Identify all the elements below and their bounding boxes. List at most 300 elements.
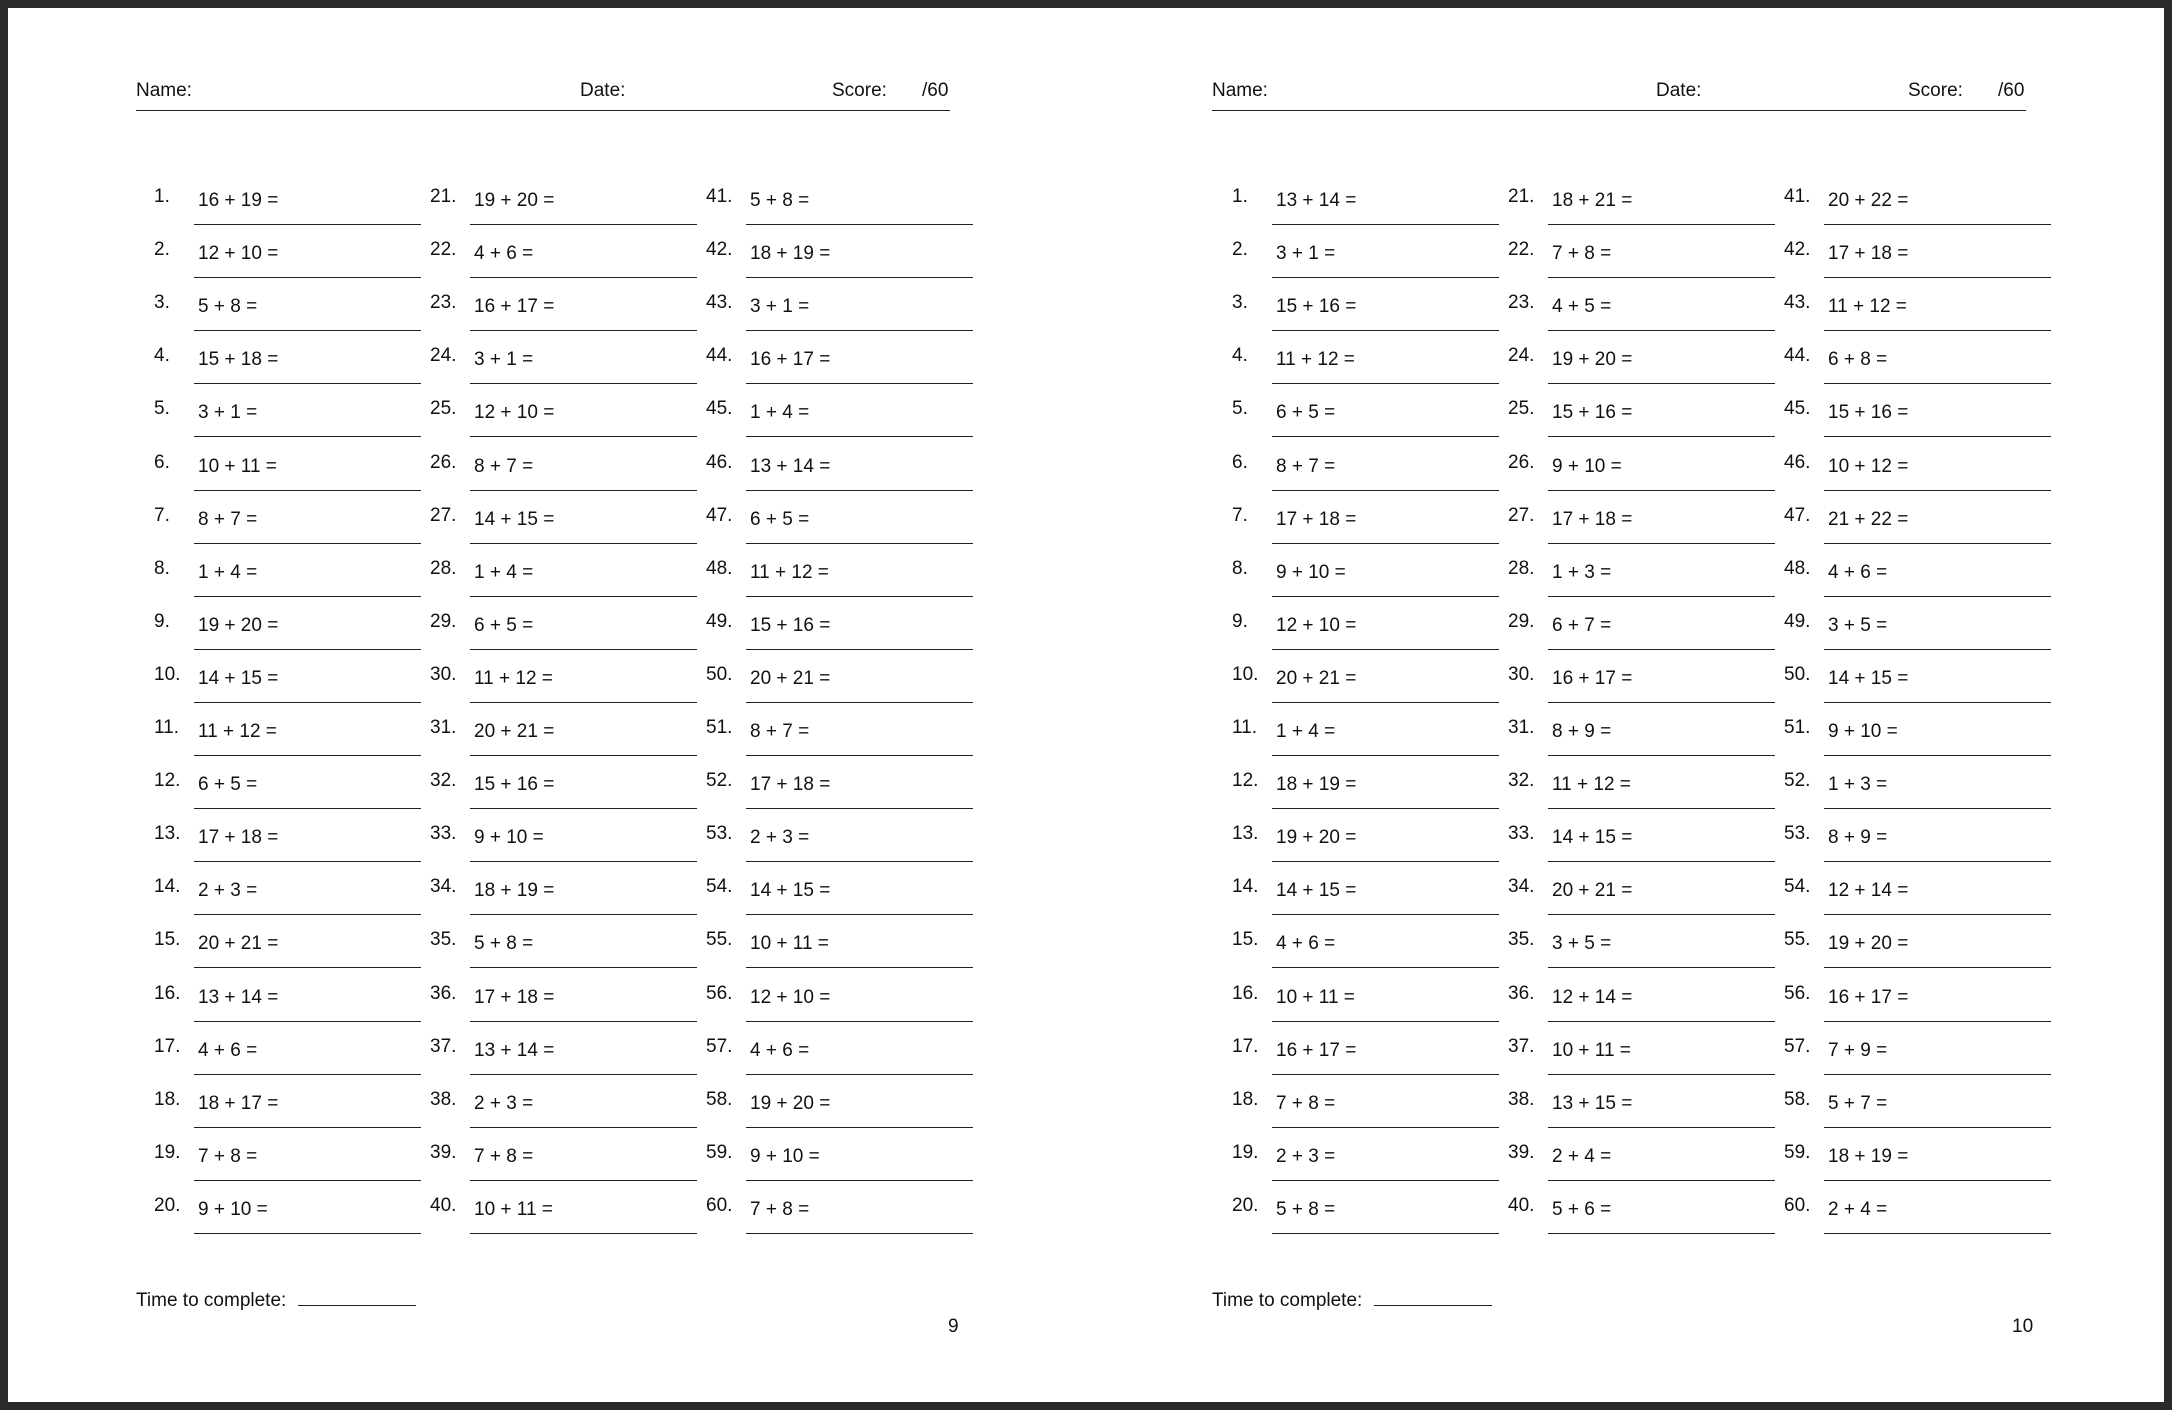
problem-expression: 7 + 8 = bbox=[198, 1145, 258, 1167]
problem-item bbox=[706, 1036, 976, 1090]
problem-item bbox=[1784, 770, 2054, 824]
problem-item bbox=[1232, 1195, 1502, 1249]
problem-number: 60. bbox=[1784, 1194, 1811, 1216]
problem-item bbox=[1508, 1036, 1778, 1090]
answer-line[interactable] bbox=[470, 490, 697, 491]
answer-line[interactable] bbox=[194, 490, 421, 491]
problem-expression: 9 + 10 = bbox=[198, 1198, 268, 1220]
answer-line[interactable] bbox=[1824, 436, 2051, 437]
answer-line[interactable] bbox=[1824, 1127, 2051, 1128]
problem-number: 22. bbox=[430, 239, 457, 261]
answer-line[interactable] bbox=[1272, 808, 1499, 809]
answer-line[interactable] bbox=[194, 967, 421, 968]
problem-item bbox=[430, 292, 700, 346]
answer-line[interactable] bbox=[470, 596, 697, 597]
problem-number: 58. bbox=[1784, 1088, 1811, 1110]
answer-line[interactable] bbox=[1272, 543, 1499, 544]
problem-number: 46. bbox=[1784, 451, 1811, 473]
problem-item bbox=[430, 611, 700, 665]
problem-number: 28. bbox=[1508, 557, 1535, 579]
answer-line[interactable] bbox=[1272, 1127, 1499, 1128]
problem-expression: 2 + 3 = bbox=[474, 1092, 534, 1114]
time-label: Time to complete: bbox=[1212, 1290, 1368, 1311]
answer-line[interactable] bbox=[470, 808, 697, 809]
answer-line[interactable] bbox=[194, 543, 421, 544]
answer-line[interactable] bbox=[1548, 596, 1775, 597]
answer-line[interactable] bbox=[194, 914, 421, 915]
problem-number: 7. bbox=[1232, 504, 1248, 526]
answer-line[interactable] bbox=[746, 914, 973, 915]
problem-item bbox=[1508, 1195, 1778, 1249]
problem-item bbox=[154, 345, 424, 399]
problem-expression: 8 + 7 = bbox=[750, 721, 810, 742]
answer-line[interactable] bbox=[1272, 861, 1499, 862]
problem-expression: 19 + 20 = bbox=[1276, 827, 1357, 849]
problem-number: 23. bbox=[1508, 292, 1535, 314]
problem-number: 14. bbox=[154, 876, 181, 898]
answer-line[interactable] bbox=[194, 861, 421, 862]
answer-line[interactable] bbox=[1824, 702, 2051, 703]
problem-item bbox=[1508, 664, 1778, 718]
name-label: Name: bbox=[136, 80, 192, 101]
answer-line[interactable] bbox=[1272, 436, 1499, 437]
answer-line[interactable] bbox=[1824, 543, 2051, 544]
problem-number: 54. bbox=[706, 876, 733, 898]
answer-line[interactable] bbox=[746, 383, 973, 384]
problem-item bbox=[1508, 505, 1778, 559]
problem-expression: 1 + 4 = bbox=[1276, 721, 1336, 742]
problem-item bbox=[706, 398, 976, 452]
problem-item bbox=[1508, 770, 1778, 824]
problem-expression: 18 + 19 = bbox=[1828, 1145, 1909, 1167]
problem-number: 12. bbox=[1232, 770, 1259, 792]
answer-line[interactable] bbox=[194, 596, 421, 597]
problem-item bbox=[1508, 239, 1778, 293]
problem-expression: 11 + 12 = bbox=[1828, 296, 1907, 318]
answer-line[interactable] bbox=[194, 649, 421, 650]
problem-number: 26. bbox=[430, 451, 457, 473]
answer-line[interactable] bbox=[470, 914, 697, 915]
answer-line[interactable] bbox=[470, 1127, 697, 1128]
problem-expression: 8 + 7 = bbox=[474, 455, 534, 477]
problem-expression: 6 + 5 = bbox=[750, 508, 810, 530]
answer-line[interactable] bbox=[194, 755, 421, 756]
time-answer-line bbox=[298, 1289, 416, 1306]
problem-number: 32. bbox=[430, 770, 457, 792]
problem-number: 43. bbox=[706, 292, 733, 314]
answer-line[interactable] bbox=[1272, 224, 1499, 225]
problem-item bbox=[1232, 876, 1502, 930]
answer-line[interactable] bbox=[746, 490, 973, 491]
problem-item bbox=[430, 770, 700, 824]
answer-line[interactable] bbox=[1272, 490, 1499, 491]
problem-number: 1. bbox=[154, 186, 170, 207]
problem-number: 41. bbox=[706, 186, 733, 207]
problem-item bbox=[1232, 929, 1502, 983]
problem-item bbox=[1784, 558, 2054, 612]
problem-number: 42. bbox=[706, 239, 733, 261]
answer-line[interactable] bbox=[470, 543, 697, 544]
answer-line[interactable] bbox=[1272, 596, 1499, 597]
problem-number: 52. bbox=[1784, 770, 1811, 792]
answer-line[interactable] bbox=[1824, 755, 2051, 756]
answer-line[interactable] bbox=[1548, 1127, 1775, 1128]
problem-number: 57. bbox=[706, 1035, 733, 1057]
answer-line[interactable] bbox=[1548, 702, 1775, 703]
problem-item bbox=[1232, 558, 1502, 612]
problem-item bbox=[1232, 505, 1502, 559]
problem-expression: 19 + 20 = bbox=[1552, 349, 1633, 371]
problem-expression: 18 + 17 = bbox=[198, 1092, 279, 1114]
problem-item bbox=[706, 505, 976, 559]
answer-line[interactable] bbox=[746, 967, 973, 968]
problem-item bbox=[706, 983, 976, 1037]
problem-item bbox=[1784, 398, 2054, 452]
answer-line[interactable] bbox=[470, 861, 697, 862]
problem-number: 46. bbox=[706, 451, 733, 473]
problem-expression: 11 + 12 = bbox=[1552, 774, 1631, 796]
problem-item bbox=[430, 717, 700, 771]
problem-item bbox=[1232, 186, 1502, 240]
problem-item bbox=[1232, 452, 1502, 506]
problem-expression: 2 + 3 = bbox=[1276, 1145, 1336, 1167]
answer-line[interactable] bbox=[1824, 1180, 2051, 1181]
problem-expression: 18 + 19 = bbox=[1276, 774, 1357, 796]
problem-number: 14. bbox=[1232, 876, 1259, 898]
problem-number: 21. bbox=[1508, 186, 1535, 207]
problem-expression: 4 + 6 = bbox=[198, 1039, 258, 1061]
answer-line[interactable] bbox=[1824, 330, 2051, 331]
answer-line[interactable] bbox=[1272, 277, 1499, 278]
answer-line[interactable] bbox=[746, 1021, 973, 1022]
problem-number: 38. bbox=[1508, 1088, 1535, 1110]
problem-item bbox=[1232, 717, 1502, 771]
problem-expression: 10 + 12 = bbox=[1828, 455, 1909, 477]
problem-item bbox=[706, 1142, 976, 1196]
problem-number: 44. bbox=[706, 345, 733, 367]
problem-item bbox=[430, 505, 700, 559]
answer-line[interactable] bbox=[470, 1233, 697, 1234]
problem-number: 20. bbox=[1232, 1194, 1259, 1216]
problem-number: 43. bbox=[1784, 292, 1811, 314]
answer-line[interactable] bbox=[746, 1233, 973, 1234]
answer-line[interactable] bbox=[1272, 383, 1499, 384]
answer-line[interactable] bbox=[470, 224, 697, 225]
problem-expression: 19 + 20 = bbox=[750, 1092, 831, 1114]
answer-line[interactable] bbox=[1824, 1074, 2051, 1075]
answer-line[interactable] bbox=[470, 277, 697, 278]
answer-line[interactable] bbox=[194, 330, 421, 331]
answer-line[interactable] bbox=[1548, 1021, 1775, 1022]
answer-line[interactable] bbox=[746, 543, 973, 544]
problem-expression: 9 + 10 = bbox=[1276, 561, 1346, 583]
answer-line[interactable] bbox=[1824, 596, 2051, 597]
problem-expression: 15 + 16 = bbox=[1276, 296, 1357, 318]
problem-expression: 4 + 6 = bbox=[750, 1039, 810, 1061]
problem-number: 55. bbox=[706, 929, 733, 951]
answer-line[interactable] bbox=[194, 808, 421, 809]
problem-expression: 14 + 15 = bbox=[198, 667, 279, 689]
answer-line[interactable] bbox=[1824, 224, 2051, 225]
problem-expression: 5 + 8 = bbox=[1276, 1198, 1336, 1220]
answer-line[interactable] bbox=[1272, 755, 1499, 756]
answer-line[interactable] bbox=[194, 1233, 421, 1234]
answer-line[interactable] bbox=[1548, 1074, 1775, 1075]
problem-number: 48. bbox=[1784, 557, 1811, 579]
problem-item bbox=[154, 452, 424, 506]
answer-line[interactable] bbox=[1272, 967, 1499, 968]
problem-item bbox=[706, 452, 976, 506]
problem-number: 47. bbox=[706, 504, 733, 526]
problem-number: 56. bbox=[1784, 982, 1811, 1004]
answer-line[interactable] bbox=[746, 224, 973, 225]
problem-number: 36. bbox=[430, 982, 457, 1004]
problem-number: 11. bbox=[1232, 717, 1258, 738]
date-label: Date: bbox=[1656, 80, 1702, 101]
answer-line[interactable] bbox=[1548, 330, 1775, 331]
problem-expression: 6 + 5 = bbox=[474, 614, 534, 636]
score-label: Score: bbox=[832, 80, 887, 101]
problem-item bbox=[1784, 876, 2054, 930]
problem-number: 24. bbox=[430, 345, 457, 367]
problem-number: 53. bbox=[706, 823, 733, 845]
problem-number: 5. bbox=[1232, 398, 1248, 420]
problem-item bbox=[430, 345, 700, 399]
answer-line[interactable] bbox=[1272, 1233, 1499, 1234]
problem-expression: 12 + 10 = bbox=[750, 986, 831, 1008]
answer-line[interactable] bbox=[470, 1074, 697, 1075]
problem-number: 52. bbox=[706, 770, 733, 792]
problem-item bbox=[154, 1036, 424, 1090]
answer-line[interactable] bbox=[746, 596, 973, 597]
problem-expression: 16 + 17 = bbox=[1276, 1039, 1357, 1061]
problem-number: 31. bbox=[1508, 717, 1535, 738]
problem-expression: 12 + 14 = bbox=[1552, 986, 1633, 1008]
answer-line[interactable] bbox=[1548, 808, 1775, 809]
problem-number: 50. bbox=[706, 663, 733, 685]
problem-number: 54. bbox=[1784, 876, 1811, 898]
answer-line[interactable] bbox=[470, 383, 697, 384]
answer-line[interactable] bbox=[1272, 649, 1499, 650]
answer-line[interactable] bbox=[746, 808, 973, 809]
problem-item bbox=[1508, 345, 1778, 399]
answer-line[interactable] bbox=[1272, 702, 1499, 703]
problem-number: 7. bbox=[154, 504, 170, 526]
problem-item bbox=[154, 1142, 424, 1196]
problem-number: 45. bbox=[706, 398, 733, 420]
answer-line[interactable] bbox=[1548, 755, 1775, 756]
answer-line[interactable] bbox=[1272, 1021, 1499, 1022]
problem-number: 50. bbox=[1784, 663, 1811, 685]
problem-item bbox=[154, 717, 424, 771]
problem-item bbox=[154, 929, 424, 983]
answer-line[interactable] bbox=[746, 649, 973, 650]
answer-line[interactable] bbox=[194, 1074, 421, 1075]
problem-number: 39. bbox=[1508, 1141, 1535, 1163]
problem-item bbox=[1232, 770, 1502, 824]
problem-item bbox=[1508, 983, 1778, 1037]
problem-expression: 15 + 16 = bbox=[1552, 402, 1633, 424]
problem-item bbox=[430, 1036, 700, 1090]
problem-grid bbox=[8, 8, 1086, 1402]
answer-line[interactable] bbox=[194, 224, 421, 225]
problem-item bbox=[1232, 983, 1502, 1037]
problem-expression: 19 + 20 = bbox=[198, 614, 279, 636]
answer-line[interactable] bbox=[194, 1127, 421, 1128]
problem-expression: 20 + 21 = bbox=[1552, 880, 1633, 902]
problem-item bbox=[154, 398, 424, 452]
problem-item bbox=[430, 239, 700, 293]
answer-line[interactable] bbox=[746, 330, 973, 331]
answer-line[interactable] bbox=[1824, 649, 2051, 650]
problem-expression: 6 + 5 = bbox=[1276, 402, 1336, 424]
answer-line[interactable] bbox=[470, 755, 697, 756]
answer-line[interactable] bbox=[194, 383, 421, 384]
problem-item bbox=[1784, 929, 2054, 983]
answer-line[interactable] bbox=[470, 702, 697, 703]
problem-expression: 17 + 18 = bbox=[474, 986, 555, 1008]
problem-number: 34. bbox=[430, 876, 457, 898]
answer-line[interactable] bbox=[470, 1021, 697, 1022]
worksheet-spread bbox=[8, 8, 2164, 1402]
problem-item bbox=[430, 186, 700, 240]
problem-expression: 15 + 18 = bbox=[198, 349, 279, 371]
problem-number: 51. bbox=[1784, 717, 1811, 738]
answer-line[interactable] bbox=[746, 1074, 973, 1075]
answer-line[interactable] bbox=[194, 1180, 421, 1181]
answer-line[interactable] bbox=[1272, 914, 1499, 915]
answer-line[interactable] bbox=[1824, 861, 2051, 862]
problem-expression: 14 + 15 = bbox=[750, 880, 831, 902]
problem-number: 9. bbox=[154, 610, 170, 632]
answer-line[interactable] bbox=[1824, 967, 2051, 968]
answer-line[interactable] bbox=[1548, 649, 1775, 650]
problem-expression: 13 + 14 = bbox=[750, 455, 831, 477]
problem-item bbox=[1784, 983, 2054, 1037]
problem-number: 47. bbox=[1784, 504, 1811, 526]
answer-line[interactable] bbox=[1824, 914, 2051, 915]
problem-number: 41. bbox=[1784, 186, 1811, 207]
problem-item bbox=[706, 717, 976, 771]
problem-number: 37. bbox=[430, 1035, 457, 1057]
answer-line[interactable] bbox=[1548, 543, 1775, 544]
answer-line[interactable] bbox=[746, 277, 973, 278]
answer-line[interactable] bbox=[1548, 861, 1775, 862]
problem-expression: 4 + 5 = bbox=[1552, 296, 1612, 318]
answer-line[interactable] bbox=[1548, 383, 1775, 384]
answer-line[interactable] bbox=[746, 755, 973, 756]
problem-expression: 20 + 21 = bbox=[1276, 667, 1357, 689]
answer-line[interactable] bbox=[470, 1180, 697, 1181]
problem-number: 30. bbox=[1508, 663, 1535, 685]
problem-number: 49. bbox=[706, 610, 733, 632]
problem-expression: 17 + 18 = bbox=[1828, 243, 1909, 265]
problem-item bbox=[706, 345, 976, 399]
answer-line[interactable] bbox=[1824, 383, 2051, 384]
answer-line[interactable] bbox=[1272, 1180, 1499, 1181]
answer-line[interactable] bbox=[1548, 967, 1775, 968]
problem-item bbox=[430, 558, 700, 612]
problem-item bbox=[706, 186, 976, 240]
problem-item bbox=[430, 1142, 700, 1196]
answer-line[interactable] bbox=[746, 861, 973, 862]
problem-item bbox=[154, 292, 424, 346]
problem-item bbox=[1784, 292, 2054, 346]
answer-line[interactable] bbox=[1824, 1233, 2051, 1234]
problem-item bbox=[1508, 558, 1778, 612]
problem-expression: 18 + 19 = bbox=[474, 880, 555, 902]
problem-expression: 17 + 18 = bbox=[1552, 508, 1633, 530]
problem-expression: 19 + 20 = bbox=[1828, 933, 1909, 955]
answer-line[interactable] bbox=[1824, 808, 2051, 809]
answer-line[interactable] bbox=[470, 649, 697, 650]
answer-line[interactable] bbox=[1548, 436, 1775, 437]
problem-expression: 16 + 17 = bbox=[750, 349, 831, 371]
answer-line[interactable] bbox=[470, 967, 697, 968]
problem-expression: 16 + 17 = bbox=[1828, 986, 1909, 1008]
answer-line[interactable] bbox=[746, 1180, 973, 1181]
answer-line[interactable] bbox=[194, 702, 421, 703]
problem-expression: 1 + 3 = bbox=[1552, 561, 1612, 583]
problem-expression: 5 + 8 = bbox=[474, 933, 534, 955]
answer-line[interactable] bbox=[1824, 1021, 2051, 1022]
answer-line[interactable] bbox=[1272, 1074, 1499, 1075]
answer-line[interactable] bbox=[1824, 490, 2051, 491]
answer-line[interactable] bbox=[194, 1021, 421, 1022]
answer-line[interactable] bbox=[746, 702, 973, 703]
answer-line[interactable] bbox=[746, 1127, 973, 1128]
problem-number: 16. bbox=[154, 982, 181, 1004]
problem-number: 1. bbox=[1232, 186, 1248, 207]
problem-item bbox=[706, 770, 976, 824]
answer-line[interactable] bbox=[470, 436, 697, 437]
problem-expression: 2 + 4 = bbox=[1828, 1198, 1888, 1220]
problem-item bbox=[706, 929, 976, 983]
problem-item bbox=[1784, 1089, 2054, 1143]
problem-item bbox=[430, 664, 700, 718]
problem-expression: 4 + 6 = bbox=[1828, 561, 1888, 583]
problem-item bbox=[706, 611, 976, 665]
problem-number: 45. bbox=[1784, 398, 1811, 420]
problem-expression: 5 + 8 = bbox=[750, 190, 810, 211]
answer-line[interactable] bbox=[746, 436, 973, 437]
score-total: /60 bbox=[1998, 80, 2025, 101]
answer-line[interactable] bbox=[194, 436, 421, 437]
answer-line[interactable] bbox=[1548, 1180, 1775, 1181]
problem-item bbox=[1784, 1195, 2054, 1249]
problem-expression: 14 + 15 = bbox=[474, 508, 555, 530]
problem-item bbox=[1508, 611, 1778, 665]
problem-expression: 12 + 10 = bbox=[474, 402, 555, 424]
problem-item bbox=[1508, 929, 1778, 983]
answer-line[interactable] bbox=[1824, 277, 2051, 278]
answer-line[interactable] bbox=[470, 330, 697, 331]
problem-number: 18. bbox=[1232, 1088, 1259, 1110]
problem-number: 55. bbox=[1784, 929, 1811, 951]
problem-number: 2. bbox=[154, 239, 170, 261]
answer-line[interactable] bbox=[1548, 490, 1775, 491]
answer-line[interactable] bbox=[1548, 224, 1775, 225]
answer-line[interactable] bbox=[1548, 1233, 1775, 1234]
problem-expression: 8 + 7 = bbox=[198, 508, 258, 530]
problem-expression: 12 + 14 = bbox=[1828, 880, 1909, 902]
problem-item bbox=[1784, 345, 2054, 399]
answer-line[interactable] bbox=[194, 277, 421, 278]
answer-line[interactable] bbox=[1272, 330, 1499, 331]
problem-expression: 7 + 8 = bbox=[474, 1145, 534, 1167]
answer-line[interactable] bbox=[1548, 277, 1775, 278]
answer-line[interactable] bbox=[1548, 914, 1775, 915]
